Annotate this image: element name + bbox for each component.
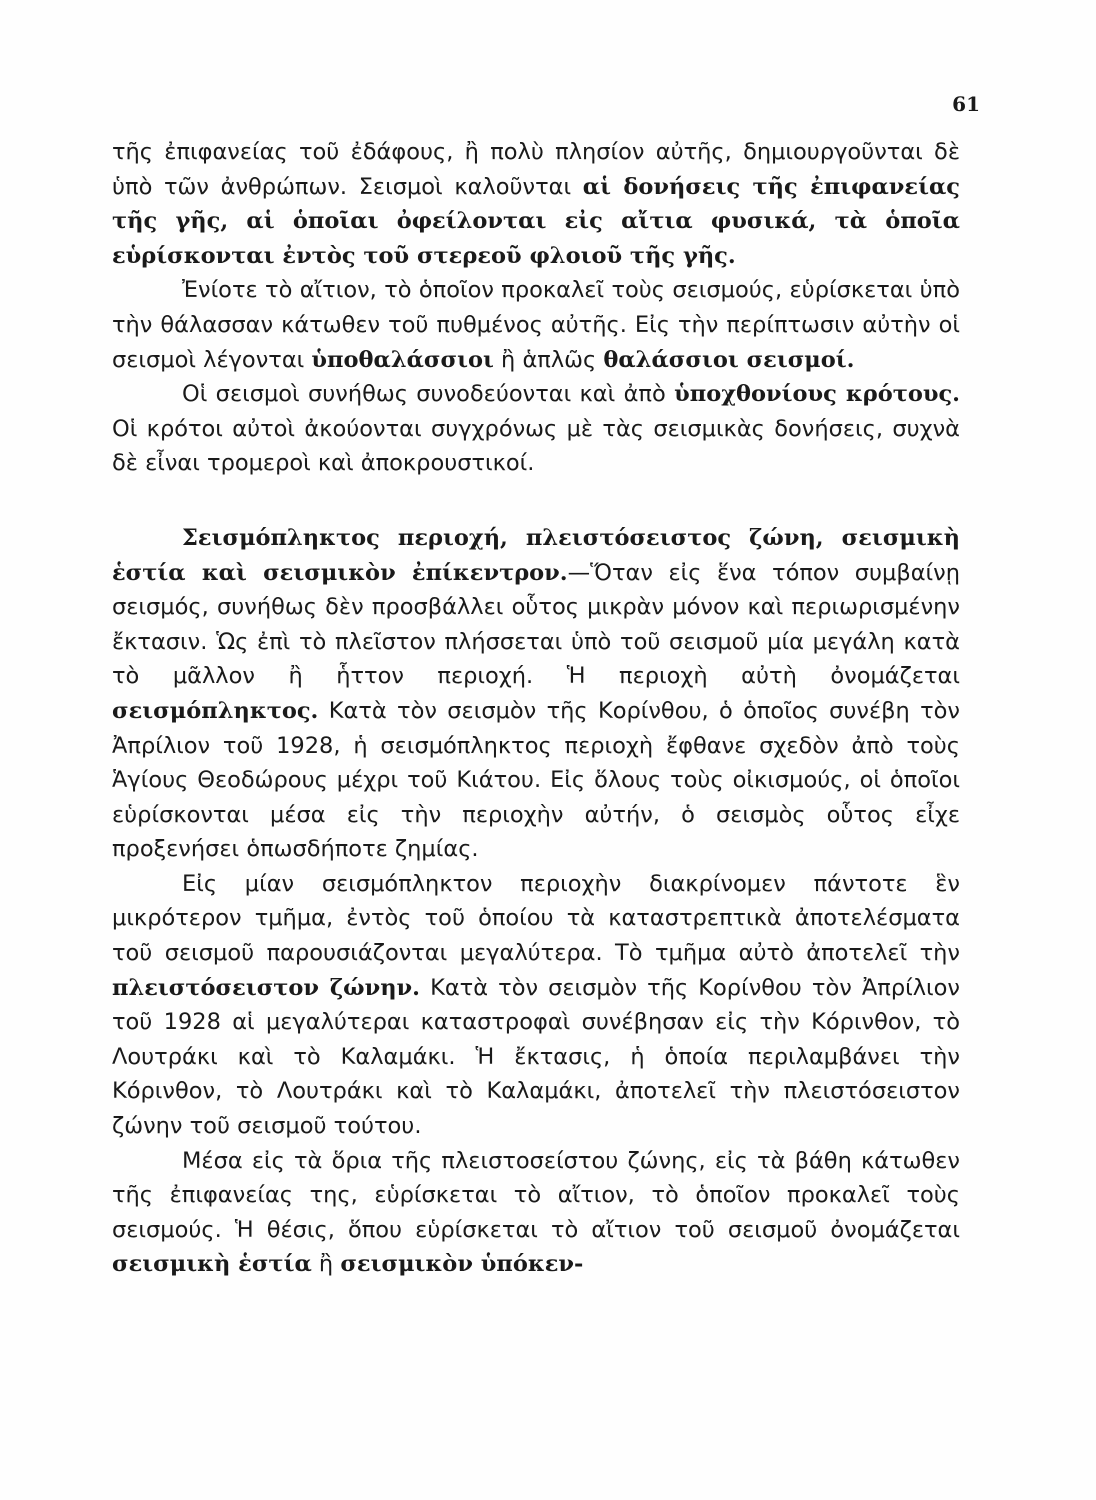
text-run: Εἰς μίαν σεισμόπληκτον περιοχὴν διακρίνομεν πάντοτε ἓν μικρότερον τμῆμα, ἐντὸς τοῦ ὁποίου τὰ καταστρεπτικὰ ἀποτελέσματα τοῦ σεισμοῦ παρουσιάζονται μεγαλύτερα. Τὸ τμῆμα αὐτὸ ἀποτελεῖ τὴν — [112, 870, 960, 967]
bold-text-run: σεισμικὸν ὑπόκεν- — [340, 1251, 584, 1278]
bold-text-run: θαλάσσιοι σεισμοί. — [603, 346, 855, 373]
text-run: ἢ — [311, 1251, 341, 1278]
paragraph — [112, 1144, 960, 1282]
bold-text-run: ὑποθαλάσσιοι — [311, 346, 494, 373]
bold-text-run: πλειστόσειστον ζώνην. — [112, 974, 420, 1001]
text-run: Ἐνίοτε τὸ αἴτιον, τὸ ὁποῖον προκαλεῖ τοὺς σεισμούς, εὑρίσκεται ὑπὸ τὴν θάλασσαν κάτωθεν τοῦ πυθμένος αὐτῆς. Εἰς τὴν περίπτωσιν αὐτὴν οἱ σεισμοὶ λέγονται — [112, 277, 960, 373]
page-number: 61 — [952, 92, 980, 116]
text-run: Μέσα εἰς τὰ ὅρια τῆς πλειστοσείστου ζώνης, εἰς τὰ βάθη κάτωθεν τῆς ἐπιφανείας της, εὑρίσκεται τὸ αἴτιον, τὸ ὁποῖον προκαλεῖ τοὺς σεισμούς. Ἡ θέσις, ὅπου εὑρίσκεται τὸ αἴτιον τοῦ σεισμοῦ ὀνομάζεται — [112, 1147, 960, 1243]
body-text — [112, 135, 960, 1282]
paragraph — [112, 867, 960, 1144]
text-run: Οἱ κρότοι αὐτοὶ ἀκούονται συγχρόνως μὲ τὰς σεισμικὰς δονήσεις, συχνὰ δὲ εἶναι τρομεροὶ καὶ ἀποκρουστικοί. — [112, 415, 960, 477]
bold-text-run: σεισμόπληκτος. — [112, 697, 319, 724]
text-run: Κατὰ τὸν σεισμὸν τῆς Κορίνθου, ὁ ὁποῖος συνέβη τὸν Ἀπρίλιον τοῦ 1928, ἡ σεισμόπληκτος περιοχὴ ἔφθανε σχεδὸν ἀπὸ τοὺς Ἁγίους Θεοδώρους μέχρι τοῦ Κιάτου. Εἰς ὅλους τοὺς οἰκισμούς, οἱ ὁποῖοι εὑρίσκονται μέσα εἰς τὴν περιοχὴν αὐτήν, ὁ σεισμὸς οὗτος εἶχε προξενήσει ὁπωσδήποτε ζημίας. — [112, 697, 960, 863]
text-run: —Ὅταν εἰς ἕνα τόπον συμβαίνῃ σεισμός, συνήθως δὲν προσβάλλει οὗτος μικρὰν μόνον καὶ περιωρισμένην ἔκτασιν. Ὡς ἐπὶ τὸ πλεῖστον πλήσσεται ὑπὸ τοῦ σεισμοῦ μία μεγάλη κατὰ τὸ μᾶλλον ἢ ἧττον περιοχή. Ἡ περιοχὴ αὐτὴ ὀνομάζεται — [112, 559, 960, 690]
bold-text-run: σεισμικὴ ἑστία — [112, 1251, 312, 1278]
paragraph — [112, 135, 960, 273]
bold-text-run: ὑποχθονίους κρότους. — [674, 381, 960, 408]
text-run: τῆς ἐπιφανείας τοῦ ἐδάφους, ἢ πολὺ πλησίον αὐτῆς, δημιουργοῦνται δὲ ὑπὸ τῶν ἀνθρώπων. Σεισμοὶ καλοῦνται — [112, 139, 960, 200]
bold-text-run: αἱ δονήσεις τῆς ἐπιφανείας τῆς γῆς, αἱ ὁποῖαι ὀφείλονται εἰς αἴτια φυσικά, τὰ ὁποῖα εὑρίσκονται ἐντὸς τοῦ στερεοῦ φλοιοῦ τῆς γῆς. — [112, 173, 960, 269]
text-run: Κατὰ τὸν σεισμὸν τῆς Κορίνθου τὸν Ἀπρίλιον τοῦ 1928 αἱ μεγαλύτεραι καταστροφαὶ συνέβησαν εἰς τὴν Κόρινθον, τὸ Λουτράκι καὶ τὸ Καλαμάκι. Ἡ ἔκτασις, ἡ ὁποία περιλαμβάνει τὴν Κόρινθον, τὸ Λουτράκι καὶ τὸ Καλαμάκι, ἀποτελεῖ τὴν πλειστόσειστον ζώνην τοῦ σεισμοῦ τούτου. — [112, 974, 960, 1140]
section-heading: Σεισμόπληκτος περιοχή, πλειστόσειστος ζώνη, σεισμικὴ ἑστία καὶ σεισμικὸν ἐπίκεντρον. — [112, 524, 960, 586]
paragraph — [112, 377, 960, 481]
section-paragraph — [112, 521, 960, 867]
text-run: Οἱ σεισμοὶ συνήθως συνοδεύονται καὶ ἀπὸ — [182, 381, 675, 408]
text-run: ἢ ἁπλῶς — [493, 346, 604, 373]
paragraph — [112, 273, 960, 377]
